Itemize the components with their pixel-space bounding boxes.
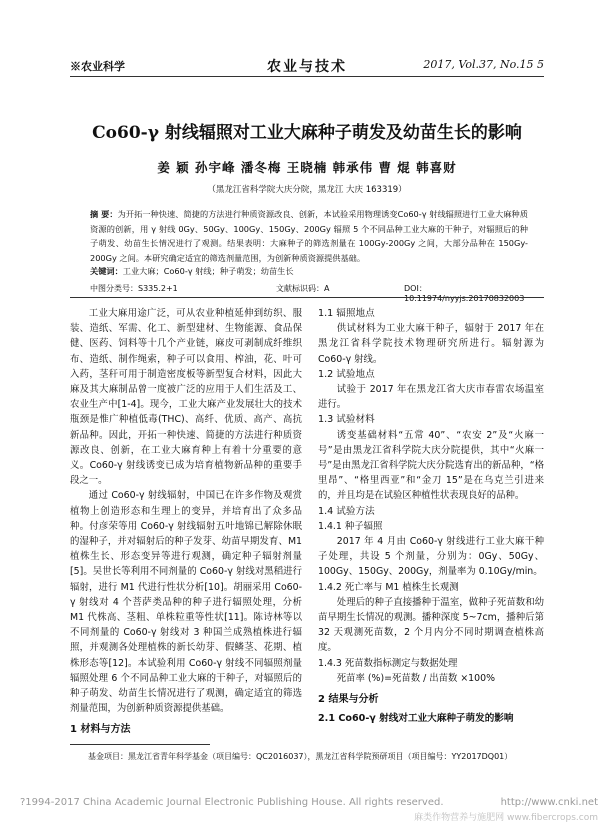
author-affiliation: （黑龙江省科学院大庆分院，黑龙江 大庆 163319） bbox=[207, 185, 407, 195]
heading-1-3: 1.3 试验材料 bbox=[318, 414, 375, 426]
journal-name: 农业与技术 bbox=[267, 59, 347, 75]
copyright-line: ?1994-2017 China Academic Journal Electronic Publishing House. All rights reserved. bbox=[20, 797, 444, 808]
heading-1-2: 1.2 试验地点 bbox=[318, 368, 375, 380]
paragraph-1-2: 试验于 2017 年在黑龙江省大庆市春雷农场温室进行。 bbox=[318, 384, 544, 411]
header-section-label: ※农业科学 bbox=[70, 60, 125, 73]
classification-row bbox=[90, 283, 528, 303]
author-list: 姜 颖 孙宇峰 潘冬梅 王晓楠 韩承伟 曹 焜 韩喜财 bbox=[157, 160, 457, 175]
heading-1-4-1: 1.4.1 种子辐照 bbox=[318, 520, 383, 532]
keywords bbox=[90, 266, 528, 277]
article-title: Co60-γ 射线辐照对工业大麻种子萌发及幼苗生长的影响 bbox=[92, 123, 522, 143]
header-rule bbox=[70, 76, 544, 77]
abstract bbox=[90, 207, 528, 265]
abstract-text: 为开拓一种快速、简捷的方法进行种质资源改良、创新，本试验采用物理诱变Co60-γ 射线辐照进行工业大麻种质资源的创新，用 γ 射线 0Gy、50Gy、100Gy、150Gy、200Gy 辐照 5 个不同品种工业大麻的干种子，对辐照后的种子萌发、幼苗生长情况进行了观测。结果表明：大麻种子的筛选剂量在 100Gy-200Gy 之间，大部分品种在 150Gy-200Gy 之间。本研究确定适宜的筛选剂量范围，为创新种质资源提供基础。 bbox=[90, 209, 528, 263]
running-header bbox=[70, 58, 544, 74]
heading-1-1: 1.1 辐照地点 bbox=[318, 308, 375, 319]
intro-paragraph-1: 工业大麻用途广泛，可从农业种植延伸到纺织、服装、造纸、军需、化工、新型建材、生物能源、食品保健、医药、饲料等十几个产业链，麻皮可剥制成纤维织布、造纸、制作绳索，种子可以食用、榨油，花、叶可入药，茎秆可用于制造密度板等新型复合材料，因此大麻及其大麻制品曾一度被广泛的应用于人们生活及工、农业生产中[1-4]。现今，工业大麻产业发展壮大的技术瓶颈是惟广种植低毒(THC)、高纤、优质、高产、高抗新品种。因此，开拓一种快速、简捷的方法进行种质资源改良、创新，在工业大麻育种上有着十分重要的意义。Co60-γ 射线诱变已成为培育植物新品种的重要手段之一。 bbox=[70, 308, 302, 487]
paragraph-1-4-2: 处理后的种子直接播种于温室，做种子死苗数和幼苗早期生长情况的观测。播种深度 5~7cm，播种后第 32 天观测死苗数，2 个月内分不同时期调查植株高度。 bbox=[318, 596, 544, 654]
document-code: 文献标识码：A bbox=[276, 284, 330, 293]
footnote-rule bbox=[70, 744, 210, 745]
abstract-label: 摘 要： bbox=[90, 209, 118, 219]
heading-2-1: 2.1 Co60-γ 射线对工业大麻种子萌发的影响 bbox=[318, 713, 514, 725]
heading-1-4: 1.4 试验方法 bbox=[318, 505, 375, 517]
section-heading-1: 1 材料与方法 bbox=[70, 724, 131, 736]
left-column bbox=[70, 306, 302, 738]
heading-1-4-2: 1.4.2 死亡率与 M1 植株生长观测 bbox=[318, 581, 459, 593]
keywords-label: 关键词： bbox=[90, 266, 123, 276]
formula-mortality-rate: 死苗率 (%)=死苗数 / 出苗数 ×100% bbox=[336, 672, 495, 684]
paragraph-1-1: 供试材料为工业大麻干种子，辐射于 2017 年在黑龙江省科学院技术物理研究所进行。辐射源为 Co60-γ 射线。 bbox=[318, 323, 544, 365]
paragraph-1-4-1: 2017 年 4 月由 Co60-γ 射线进行工业大麻干种子处理，共设 5 个剂量，分别为：0Gy、50Gy、100Gy、150Gy、200Gy，剂量率为 0.10Gy/min。 bbox=[318, 536, 544, 578]
paragraph-1-3: 诱变基础材料“五常 40”、“农安 2”及“火麻一号”是由黑龙江省科学院大庆分院提供，其中“火麻一号”是由黑龙江省科学院大庆分院选育出的新品种，“格里昂”、“格里西亚”和“金刀 15”是在乌克兰引进来的，并且均是在试验区种植性状表现良好的品种。 bbox=[318, 429, 544, 502]
site-watermark: 麻类作物营养与施肥网 www.fibercrops.com bbox=[414, 813, 598, 823]
intro-paragraph-2: 通过 Co60-γ 射线辐射，中国已在许多作物及观赏植物上创造形态和生理上的变异，并培育出了众多品种。付彦荣等用 Co60-γ 射线辐射五叶地锦已解除休眠的湿种子，并对辐射后的种子发芽、幼苗早期发育、M1 植株生长、形态变异等进行观测，确定种子辐射剂量[5]。吴世长等利用不同剂量的 Co60-γ 射线对黑稻进行辐射，进行 M1 代进行性状分析[10]。胡丽采用 Co60-γ 射线对 4 个菩萨类品种的种子进行辐照处理，分析 M1 代株高、茎粗、单株粒重等性状[11]。陈诗林等以不同剂量的 Co60-γ 射线对 3 种国兰成熟植株进行辐照，并观测各处理植株的新长幼芽、假鳞茎、花期、植株形态等[12]。本试验利用 Co60-γ 射线不同辐照剂量辐照处理 6 个不同品种工业大麻的干种子，对辐照后的种子萌发、幼苗生长情况进行了观测，确定适宜的筛选剂量范围，为创新种质资源提供基础。 bbox=[70, 490, 302, 715]
section-heading-2: 2 结果与分析 bbox=[318, 694, 379, 706]
clc-number: 中图分类号：S335.2+1 bbox=[90, 284, 178, 293]
issue-and-page: 2017, Vol.37, No.15 5 bbox=[423, 58, 544, 71]
funding-footnote: 基金项目：黑龙江省青年科学基金（项目编号：QC2016037），黑龙江省科学院预研项目（项目编号：YY2017DQ01） bbox=[88, 752, 513, 761]
classification-rule bbox=[70, 297, 544, 298]
heading-1-4-3: 1.4.3 死苗数指标测定与数据处理 bbox=[318, 657, 458, 669]
keywords-text: 工业大麻；Co60-γ 射线；种子萌发；幼苗生长 bbox=[122, 266, 294, 276]
doi: DOI：10.11974/nyyjs.20170832003 bbox=[404, 284, 525, 303]
right-column bbox=[318, 306, 544, 726]
cnki-link[interactable]: http://www.cnki.net bbox=[500, 797, 598, 808]
